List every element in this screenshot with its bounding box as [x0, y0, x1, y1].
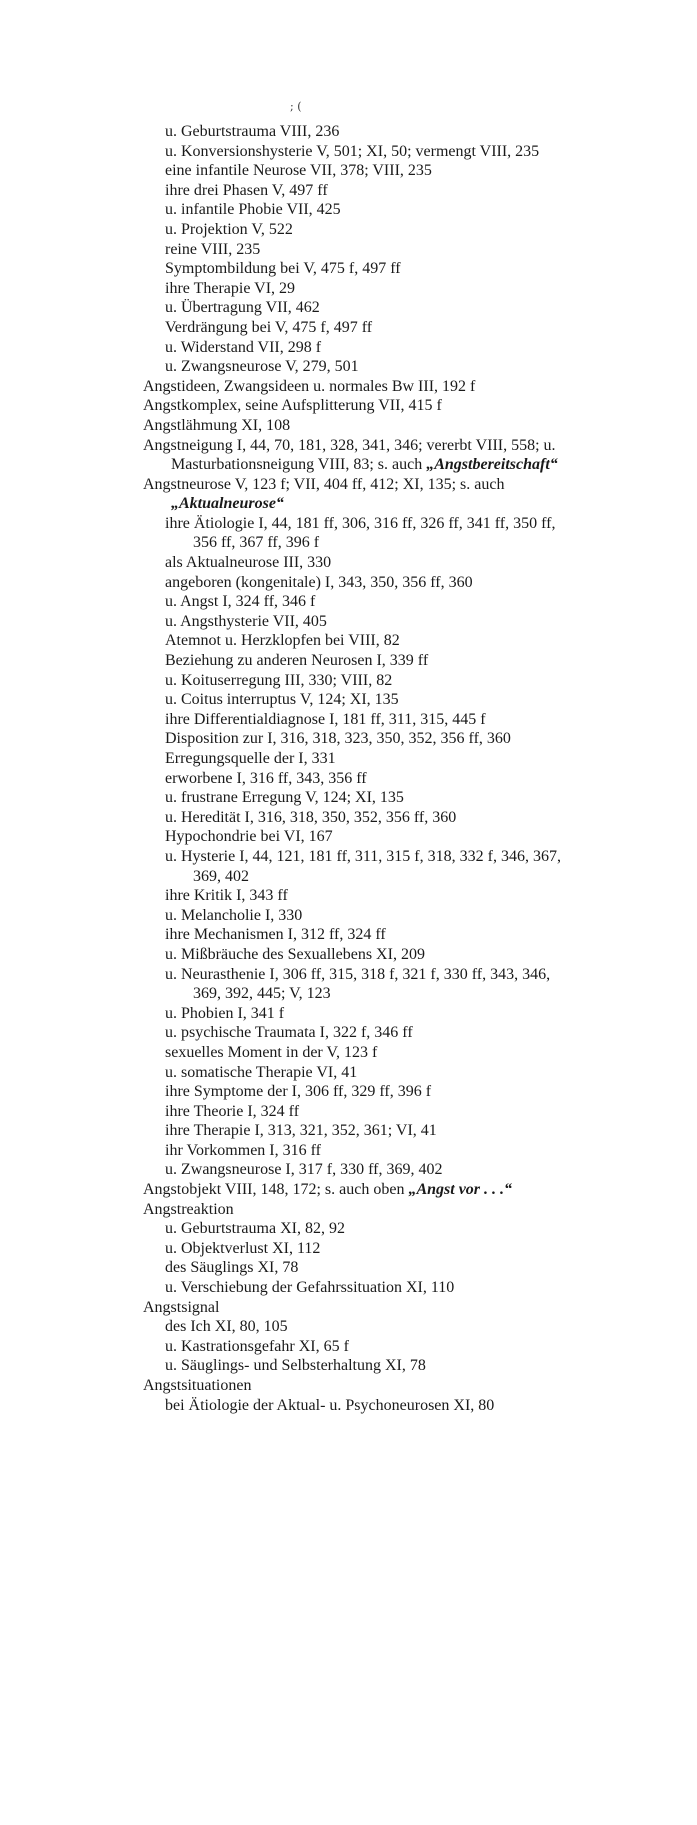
entry-text: angeboren (kongenitale) I, 343, 350, 356 ff, 360 [165, 573, 473, 591]
entry-text: u. Melancholie I, 330 [165, 906, 303, 924]
index-subentry [143, 1082, 563, 1102]
entry-text: u. Phobien I, 341 f [165, 1004, 285, 1022]
entry-text: u. Zwangsneurose I, 317 f, 330 ff, 369, 402 [165, 1161, 443, 1179]
entry-text: ihre Kritik I, 343 ff [165, 887, 288, 905]
index-subentry [143, 827, 563, 847]
index-subentry [143, 1023, 563, 1043]
index-subentry [143, 808, 563, 828]
index-subentry [143, 357, 563, 377]
entry-text: Verdrängung bei V, 475 f, 497 ff [165, 318, 373, 336]
entry-text: erworbene I, 316 ff, 343, 356 ff [165, 769, 367, 787]
entry-text: u. Projektion V, 522 [165, 220, 293, 238]
entry-text: Angstideen, Zwangsideen u. normales Bw III, 192 f [143, 377, 476, 395]
entry-text: u. Angst I, 324 ff, 346 f [165, 593, 316, 611]
entry-text: Atemnot u. Herzklopfen bei VIII, 82 [165, 632, 400, 650]
index-subentry [143, 1063, 563, 1083]
entry-text: u. Neurasthenie I, 306 ff, 315, 318 f, 321 f, 330 ff, 343, 346, 369, 392, 445; V, 123 [165, 965, 551, 1003]
entry-text: sexuelles Moment in der V, 123 f [165, 1043, 378, 1061]
entry-text: reine VIII, 235 [165, 240, 261, 258]
index-headword-entry [143, 416, 563, 436]
entry-text: ihre Therapie VI, 29 [165, 279, 296, 297]
entry-text: Angstneigung I, 44, 70, 181, 328, 341, 346; vererbt VIII, 558; u. Masturbationsneigung VIII, 83; s. auch [143, 436, 556, 474]
entry-text: u. Kastrationsgefahr XI, 65 f [165, 1337, 349, 1355]
index-subentry [143, 1356, 563, 1376]
entry-text: ihre Theorie I, 324 ff [165, 1102, 300, 1120]
entry-text: Angstobjekt VIII, 148, 172; s. auch oben [143, 1181, 405, 1199]
index-subentry [143, 1278, 563, 1298]
entry-text: Angstneurose V, 123 f; VII, 404 ff, 412; XI, 135; s. auch [143, 475, 505, 493]
entry-text: u. psychische Traumata I, 322 f, 346 ff [165, 1024, 413, 1042]
entry-text: u. somatische Therapie VI, 41 [165, 1063, 358, 1081]
index-headword-entry [143, 436, 563, 475]
index-subentry [143, 1396, 563, 1416]
entry-text: Erregungsquelle der I, 331 [165, 750, 336, 767]
index-subentry [143, 259, 563, 279]
entry-text: u. Verschiebung der Gefahrssituation XI, 110 [165, 1279, 455, 1297]
entry-text: Angstsignal [143, 1298, 220, 1316]
index-headword-entry [143, 1200, 563, 1220]
entry-text: ihre Symptome der I, 306 ff, 329 ff, 396 f [165, 1083, 432, 1101]
index-subentry [143, 886, 563, 906]
entry-text: u. Zwangsneurose V, 279, 501 [165, 358, 359, 376]
entry-text: ihre drei Phasen V, 497 ff [165, 181, 328, 199]
entry-text: u. Konversionshysterie V, 501; XI, 50; vermengt VIII, 235 [165, 142, 540, 160]
index-subentry [143, 945, 563, 965]
cross-reference: „Aktualneurose“ [171, 495, 284, 513]
index-subentry [143, 240, 563, 260]
index-headword-entry [143, 396, 563, 416]
index-subentry [143, 1102, 563, 1122]
entry-text: Beziehung zu anderen Neurosen I, 339 ff [165, 652, 429, 670]
entry-text: u. Widerstand VII, 298 f [165, 338, 322, 356]
entry-text: u. Koituserregung III, 330; VIII, 82 [165, 671, 393, 689]
index-subentry [143, 279, 563, 299]
index-subentry [143, 1337, 563, 1357]
index-subentry [143, 142, 563, 162]
entry-text: u. Geburtstrauma XI, 82, 92 [165, 1220, 345, 1238]
index-subentry [143, 338, 563, 358]
index-subentry [143, 298, 563, 318]
index-subentry [143, 200, 563, 220]
index-subentry [143, 1258, 563, 1278]
index-subentry [143, 631, 563, 651]
index-subentry [143, 592, 563, 612]
index-subentry [143, 925, 563, 945]
entry-text: Disposition zur I, 316, 318, 323, 350, 352, 356 ff, 360 [165, 730, 511, 748]
page-folio: ; ( [290, 100, 302, 113]
index-subentry [143, 220, 563, 240]
entry-text: ihre Ätiologie I, 44, 181 ff, 306, 316 ff, 326 ff, 341 ff, 350 ff, 356 ff, 367 ff, 396 f [165, 514, 556, 552]
index-subentry [143, 710, 563, 730]
index-subentry [143, 553, 563, 573]
index-subentry [143, 1317, 563, 1337]
entry-text: ihre Mechanismen I, 312 ff, 324 ff [165, 926, 386, 944]
entry-text: u. frustrane Erregung V, 124; XI, 135 [165, 789, 404, 807]
index-subentry [143, 965, 563, 1004]
index-subentry [143, 318, 563, 338]
index-subentry [143, 1043, 563, 1063]
index-subentry [143, 1004, 563, 1024]
entry-text: Hypochondrie bei VI, 167 [165, 828, 333, 846]
entry-text: u. Mißbräuche des Sexuallebens XI, 209 [165, 945, 425, 963]
entry-text: ihre Differentialdiagnose I, 181 ff, 311, 315, 445 f [165, 710, 486, 728]
entry-text: eine infantile Neurose VII, 378; VIII, 235 [165, 162, 432, 180]
entry-text: Angstkomplex, seine Aufsplitterung VII, 415 f [143, 397, 442, 415]
entry-text: Angstsituationen [143, 1377, 252, 1394]
cross-reference: „Angst vor . . .“ [408, 1181, 513, 1199]
index-subentry [143, 769, 563, 789]
entry-text: ihr Vorkommen I, 316 ff [165, 1141, 321, 1159]
index-subentry [143, 671, 563, 691]
index-headword-entry [143, 1376, 563, 1396]
entry-text: u. Hysterie I, 44, 121, 181 ff, 311, 315 f, 318, 332 f, 346, 367, 369, 402 [165, 847, 561, 885]
entry-text: u. Säuglings- und Selbsterhaltung XI, 78 [165, 1357, 426, 1375]
entry-text: u. Geburtstrauma VIII, 236 [165, 123, 340, 140]
index-headword-entry [143, 1298, 563, 1318]
index-subentry [143, 651, 563, 671]
entry-text: ihre Therapie I, 313, 321, 352, 361; VI, 41 [165, 1122, 437, 1140]
index-subentry [143, 788, 563, 808]
entry-text: u. Angsthysterie VII, 405 [165, 612, 327, 630]
index-headword-entry [143, 377, 563, 397]
entry-text: u. Heredität I, 316, 318, 350, 352, 356 ff, 360 [165, 808, 457, 826]
index-subentry [143, 161, 563, 181]
entry-text: u. infantile Phobie VII, 425 [165, 201, 341, 219]
entry-text: u. Objektverlust XI, 112 [165, 1239, 321, 1257]
entry-text: Symptombildung bei V, 475 f, 497 ff [165, 260, 401, 278]
index-subentry [143, 1160, 563, 1180]
index-subentry [143, 514, 563, 553]
index-subentry [143, 1219, 563, 1239]
entry-text: bei Ätiologie der Aktual- u. Psychoneurosen XI, 80 [165, 1396, 495, 1414]
entry-text: des Ich XI, 80, 105 [165, 1318, 288, 1336]
index-subentry [143, 1239, 563, 1259]
index-subentry [143, 749, 563, 769]
index-headword-entry [143, 1180, 563, 1200]
entry-text: des Säuglings XI, 78 [165, 1259, 299, 1277]
index-subentry [143, 1121, 563, 1141]
index-subentry [143, 690, 563, 710]
entry-text: Angstlähmung XI, 108 [143, 416, 291, 434]
index-subentry [143, 729, 563, 749]
index-subentry [143, 122, 563, 142]
entry-text: u. Coitus interruptus V, 124; XI, 135 [165, 691, 399, 709]
index-subentry [143, 1141, 563, 1161]
index-subentry [143, 847, 563, 886]
entry-text: als Aktualneurose III, 330 [165, 554, 332, 572]
cross-reference: „Angstbereitschaft“ [426, 456, 558, 474]
index-subentry [143, 181, 563, 201]
index-subentry [143, 612, 563, 632]
entry-text: Angstreaktion [143, 1200, 234, 1218]
index-subentry [143, 573, 563, 593]
index-entries [143, 122, 563, 1415]
index-headword-entry [143, 475, 563, 514]
index-subentry [143, 906, 563, 926]
entry-text: u. Übertragung VII, 462 [165, 299, 320, 317]
